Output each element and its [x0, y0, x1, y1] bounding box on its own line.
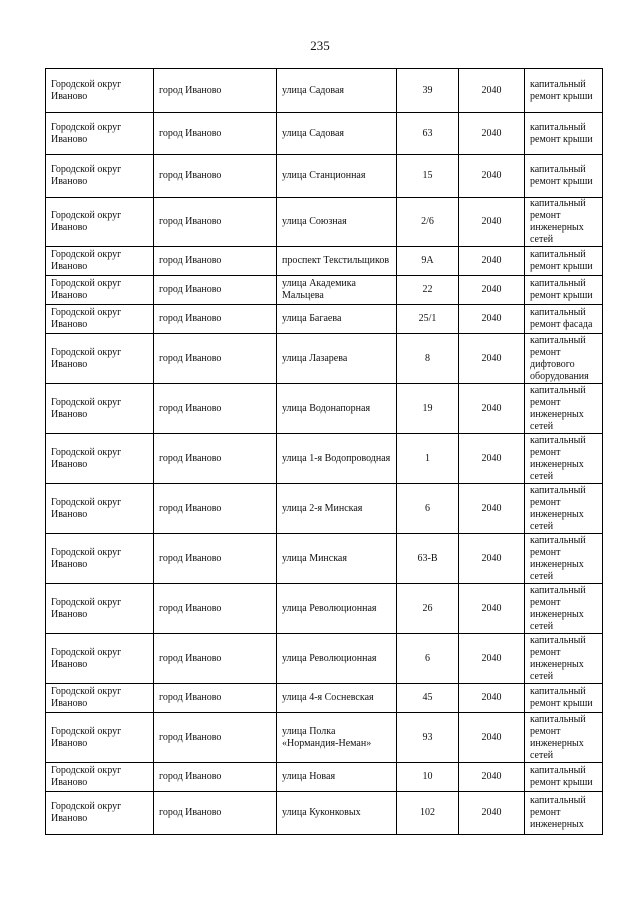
- municipal-district-cell: Городской округ Иваново: [46, 584, 154, 634]
- settlement-cell: город Иваново: [154, 198, 277, 247]
- table-row: [46, 763, 603, 792]
- work-type-cell: капитальный ремонт крыши: [525, 684, 603, 713]
- street-cell: улица Багаева: [277, 305, 397, 334]
- street-cell: улица Революционная: [277, 634, 397, 684]
- table-row: [46, 247, 603, 276]
- municipal-district-cell: Городской округ Иваново: [46, 276, 154, 305]
- work-type-cell: капитальный ремонт фасада: [525, 305, 603, 334]
- street-cell: проспект Текстильщиков: [277, 247, 397, 276]
- settlement-cell: город Иваново: [154, 434, 277, 484]
- table-row: [46, 792, 603, 835]
- work-type-cell: капитальный ремонт крыши: [525, 763, 603, 792]
- house-number-cell: 1: [397, 434, 459, 484]
- street-cell: улица Лазарева: [277, 334, 397, 384]
- settlement-cell: город Иваново: [154, 305, 277, 334]
- planned-year-cell: 2040: [459, 384, 525, 434]
- settlement-cell: город Иваново: [154, 276, 277, 305]
- settlement-cell: город Иваново: [154, 334, 277, 384]
- settlement-cell: город Иваново: [154, 713, 277, 763]
- settlement-cell: город Иваново: [154, 763, 277, 792]
- street-cell: улица Водонапорная: [277, 384, 397, 434]
- work-type-cell: капитальный ремонт инженерных сетей: [525, 384, 603, 434]
- settlement-cell: город Иваново: [154, 634, 277, 684]
- street-cell: улица Союзная: [277, 198, 397, 247]
- planned-year-cell: 2040: [459, 69, 525, 113]
- house-number-cell: 15: [397, 155, 459, 198]
- street-cell: улица 1-я Водопроводная: [277, 434, 397, 484]
- house-number-cell: 39: [397, 69, 459, 113]
- planned-year-cell: 2040: [459, 484, 525, 534]
- table-row: [46, 684, 603, 713]
- planned-year-cell: 2040: [459, 713, 525, 763]
- house-number-cell: 6: [397, 634, 459, 684]
- municipal-district-cell: Городской округ Иваново: [46, 763, 154, 792]
- settlement-cell: город Иваново: [154, 384, 277, 434]
- work-type-cell: капитальный ремонт крыши: [525, 69, 603, 113]
- street-cell: улица Куконковых: [277, 792, 397, 835]
- municipal-district-cell: Городской округ Иваново: [46, 434, 154, 484]
- settlement-cell: город Иваново: [154, 69, 277, 113]
- settlement-cell: город Иваново: [154, 792, 277, 835]
- table-row: [46, 334, 603, 384]
- planned-year-cell: 2040: [459, 113, 525, 155]
- municipal-district-cell: Городской округ Иваново: [46, 384, 154, 434]
- house-number-cell: 26: [397, 584, 459, 634]
- table-row: [46, 713, 603, 763]
- municipal-district-cell: Городской округ Иваново: [46, 247, 154, 276]
- work-type-cell: капитальный ремонт дифтового оборудования: [525, 334, 603, 384]
- municipal-district-cell: Городской округ Иваново: [46, 113, 154, 155]
- street-cell: улица Садовая: [277, 69, 397, 113]
- table-row: [46, 484, 603, 534]
- street-cell: улица Минская: [277, 534, 397, 584]
- house-number-cell: 63: [397, 113, 459, 155]
- work-type-cell: капитальный ремонт крыши: [525, 155, 603, 198]
- street-cell: улица Новая: [277, 763, 397, 792]
- table-row: [46, 305, 603, 334]
- house-number-cell: 63-В: [397, 534, 459, 584]
- table-row: [46, 69, 603, 113]
- planned-year-cell: 2040: [459, 584, 525, 634]
- street-cell: улица Революционная: [277, 584, 397, 634]
- planned-year-cell: 2040: [459, 634, 525, 684]
- table-row: [46, 155, 603, 198]
- street-cell: улица 2-я Минская: [277, 484, 397, 534]
- municipal-district-cell: Городской округ Иваново: [46, 69, 154, 113]
- repair-schedule-table: [45, 68, 603, 835]
- table-row: [46, 584, 603, 634]
- house-number-cell: 45: [397, 684, 459, 713]
- municipal-district-cell: Городской округ Иваново: [46, 484, 154, 534]
- municipal-district-cell: Городской округ Иваново: [46, 155, 154, 198]
- work-type-cell: капитальный ремонт инженерных сетей: [525, 634, 603, 684]
- work-type-cell: капитальный ремонт крыши: [525, 276, 603, 305]
- house-number-cell: 9А: [397, 247, 459, 276]
- work-type-cell: капитальный ремонт крыши: [525, 247, 603, 276]
- planned-year-cell: 2040: [459, 792, 525, 835]
- house-number-cell: 102: [397, 792, 459, 835]
- planned-year-cell: 2040: [459, 684, 525, 713]
- house-number-cell: 25/1: [397, 305, 459, 334]
- street-cell: улица Полка «Нормандия-Неман»: [277, 713, 397, 763]
- table-row: [46, 634, 603, 684]
- municipal-district-cell: Городской округ Иваново: [46, 684, 154, 713]
- house-number-cell: 19: [397, 384, 459, 434]
- table-row: [46, 384, 603, 434]
- municipal-district-cell: Городской округ Иваново: [46, 305, 154, 334]
- settlement-cell: город Иваново: [154, 247, 277, 276]
- planned-year-cell: 2040: [459, 155, 525, 198]
- municipal-district-cell: Городской округ Иваново: [46, 534, 154, 584]
- planned-year-cell: 2040: [459, 334, 525, 384]
- work-type-cell: капитальный ремонт инженерных сетей: [525, 713, 603, 763]
- municipal-district-cell: Городской округ Иваново: [46, 792, 154, 835]
- settlement-cell: город Иваново: [154, 484, 277, 534]
- table-body: [46, 69, 603, 835]
- settlement-cell: город Иваново: [154, 684, 277, 713]
- planned-year-cell: 2040: [459, 763, 525, 792]
- house-number-cell: 10: [397, 763, 459, 792]
- street-cell: улица 4-я Сосневская: [277, 684, 397, 713]
- work-type-cell: капитальный ремонт инженерных сетей: [525, 534, 603, 584]
- house-number-cell: 22: [397, 276, 459, 305]
- street-cell: улица Станционная: [277, 155, 397, 198]
- settlement-cell: город Иваново: [154, 113, 277, 155]
- planned-year-cell: 2040: [459, 305, 525, 334]
- planned-year-cell: 2040: [459, 434, 525, 484]
- table-row: [46, 113, 603, 155]
- settlement-cell: город Иваново: [154, 534, 277, 584]
- settlement-cell: город Иваново: [154, 584, 277, 634]
- table-row: [46, 276, 603, 305]
- work-type-cell: капитальный ремонт инженерных сетей: [525, 434, 603, 484]
- municipal-district-cell: Городской округ Иваново: [46, 634, 154, 684]
- planned-year-cell: 2040: [459, 534, 525, 584]
- planned-year-cell: 2040: [459, 247, 525, 276]
- table-row: [46, 434, 603, 484]
- street-cell: улица Садовая: [277, 113, 397, 155]
- house-number-cell: 6: [397, 484, 459, 534]
- house-number-cell: 93: [397, 713, 459, 763]
- planned-year-cell: 2040: [459, 198, 525, 247]
- table-row: [46, 534, 603, 584]
- work-type-cell: капитальный ремонт крыши: [525, 113, 603, 155]
- work-type-cell: капитальный ремонт инженерных сетей: [525, 198, 603, 247]
- planned-year-cell: 2040: [459, 276, 525, 305]
- street-cell: улица Академика Мальцева: [277, 276, 397, 305]
- municipal-district-cell: Городской округ Иваново: [46, 198, 154, 247]
- work-type-cell: капитальный ремонт инженерных сетей: [525, 584, 603, 634]
- work-type-cell: капитальный ремонт инженерных: [525, 792, 603, 835]
- page-number: 235: [310, 38, 330, 53]
- municipal-district-cell: Городской округ Иваново: [46, 334, 154, 384]
- work-type-cell: капитальный ремонт инженерных сетей: [525, 484, 603, 534]
- table-row: [46, 198, 603, 247]
- house-number-cell: 8: [397, 334, 459, 384]
- settlement-cell: город Иваново: [154, 155, 277, 198]
- house-number-cell: 2/6: [397, 198, 459, 247]
- municipal-district-cell: Городской округ Иваново: [46, 713, 154, 763]
